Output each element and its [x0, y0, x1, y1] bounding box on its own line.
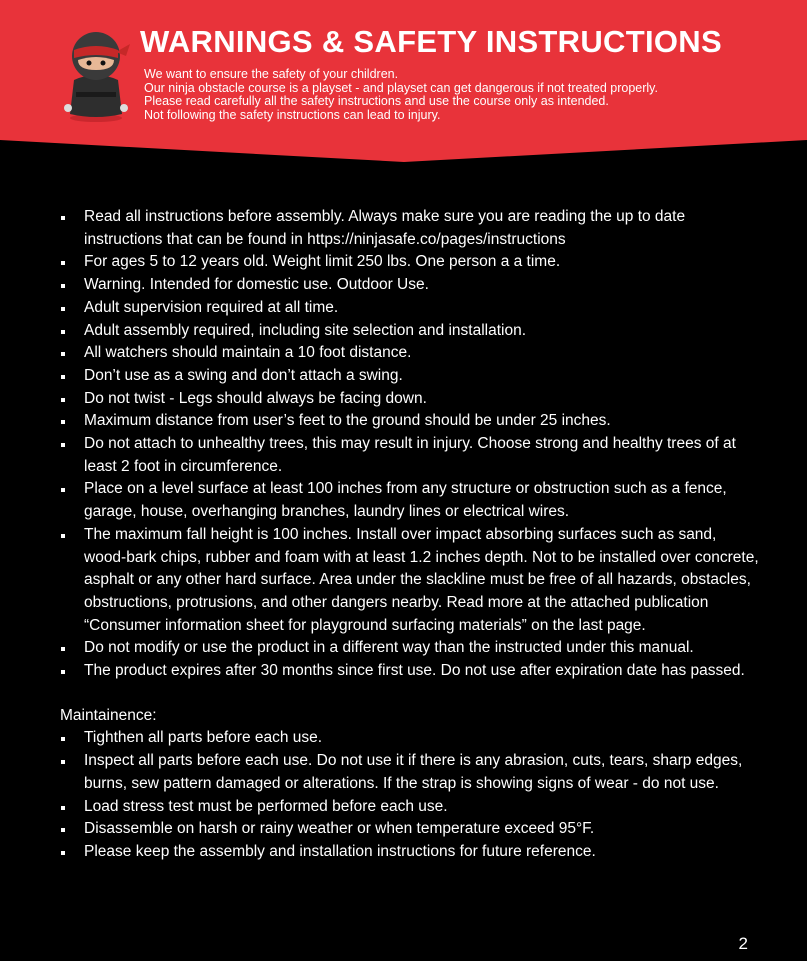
ninja-mascot-icon [56, 22, 136, 122]
page-title: WARNINGS & SAFETY INSTRUCTIONS [140, 24, 722, 59]
maintenance-item: Please keep the assembly and installation instructions for future reference. [60, 841, 760, 864]
safety-item: Read all instructions before assembly. Always make sure you are reading the up to date instructions that can be found in https://ninjasafe.co/pages/instructions [60, 206, 760, 251]
header-banner [0, 0, 807, 165]
safety-item: Don’t use as a swing and don’t attach a swing. [60, 365, 760, 388]
maintenance-item: Inspect all parts before each use. Do not use it if there is any abrasion, cuts, tears, sharp edges, burns, sew pattern damaged or alterations. If the strap is showing signs of wear - do not use. [60, 750, 760, 795]
page-number: 2 [738, 934, 748, 953]
intro-line: Please read carefully all the safety instructions and use the course only as intended. [144, 94, 609, 108]
intro-text [144, 68, 784, 122]
safety-item: Maximum distance from user’s feet to the ground should be under 25 inches. [60, 410, 760, 433]
maintenance-item: Disassemble on harsh or rainy weather or when temperature exceed 95°F. [60, 818, 760, 841]
intro-line: Not following the safety instructions can lead to injury. [144, 107, 441, 122]
intro-line: Our ninja obstacle course is a playset - and playset can get dangerous if not treated properly. [144, 80, 658, 95]
safety-item: Do not attach to unhealthy trees, this may result in injury. Choose strong and healthy trees of at least 2 foot in circumference. [60, 433, 760, 478]
safety-item: Do not modify or use the product in a different way than the instructed under this manual. [60, 637, 760, 660]
safety-item: Adult supervision required at all time. [60, 297, 760, 320]
safety-item: Do not twist - Legs should always be facing down. [60, 388, 760, 411]
maintenance-item: Load stress test must be performed before each use. [60, 796, 760, 819]
safety-item: The product expires after 30 months since first use. Do not use after expiration date has passed. [60, 660, 760, 683]
maintenance-list [60, 727, 760, 863]
instructions-content [60, 206, 760, 864]
safety-list [60, 206, 760, 683]
maintenance-heading: Maintainence: [60, 706, 157, 724]
safety-item: Adult assembly required, including site selection and installation. [60, 320, 760, 343]
safety-item: Warning. Intended for domestic use. Outdoor Use. [60, 274, 760, 297]
safety-item: For ages 5 to 12 years old. Weight limit 250 lbs. One person a a time. [60, 251, 760, 274]
safety-item: The maximum fall height is 100 inches. Install over impact absorbing surfaces such as sand, wood-bark chips, rubber and foam with at least 1.2 inches depth. Not to be installed over concrete, asphalt or any other hard surface. Area under the slackline must be free of all hazards, obstacles, obstructions, protrusions, and other dangers nearby. Read more at the attached publication “Consumer information sheet for playground surfacing materials” on the last page. [60, 524, 760, 638]
safety-item: Place on a level surface at least 100 inches from any structure or obstruction such as a fence, garage, house, overhanging branches, laundry lines or electrical wires. [60, 478, 760, 523]
intro-line: We want to ensure the safety of your children. [144, 67, 399, 81]
maintenance-item: Tighthen all parts before each use. [60, 727, 760, 750]
safety-item: All watchers should maintain a 10 foot distance. [60, 342, 760, 365]
